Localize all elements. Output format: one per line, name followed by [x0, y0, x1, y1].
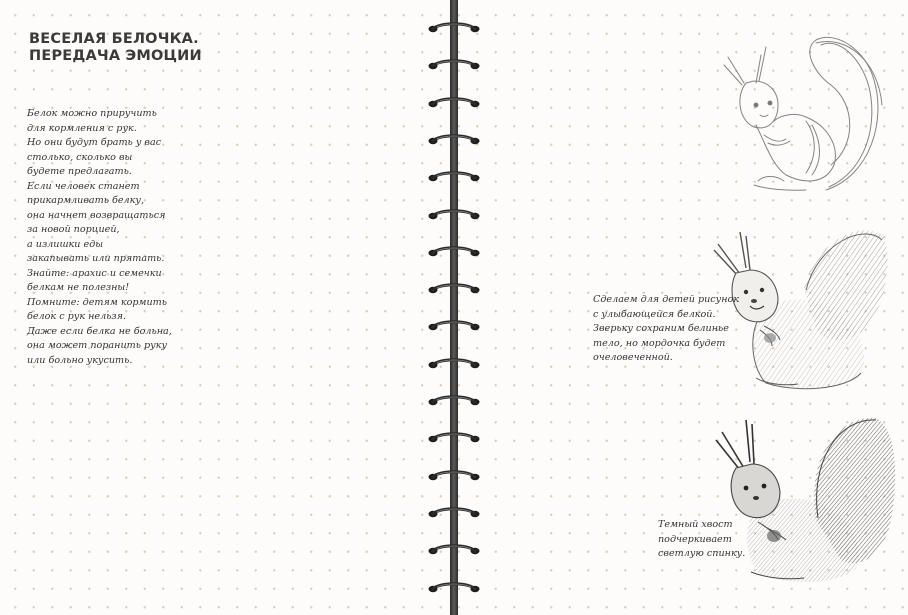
page-title — [29, 31, 202, 65]
body-line: для кормления с рук. — [27, 122, 137, 134]
body-line: белкам не полезны! — [27, 282, 130, 293]
body-line: Если человек станет — [27, 180, 140, 192]
spiral-ring — [427, 209, 481, 221]
caption-line: светлую спинку. — [658, 548, 746, 559]
body-line: она начнет возвращаться — [27, 209, 166, 221]
spiral-ring — [427, 134, 481, 146]
caption-line: с улыбающейся белкой. — [593, 308, 716, 320]
caption-line: тело, но мордочка будет — [593, 337, 726, 349]
spiral-ring — [427, 320, 481, 332]
body-line: или больно укусить. — [27, 354, 133, 366]
spiral-ring — [427, 544, 481, 556]
body-line: Помните: детям кормить — [27, 296, 167, 308]
body-line: Но они будут брать у вас — [27, 137, 162, 148]
spiral-ring — [427, 432, 481, 444]
caption-line: Зверьку сохраним белинье — [593, 323, 729, 334]
spiral-ring — [427, 582, 481, 594]
spiral-ring — [427, 171, 481, 183]
caption-bottom — [658, 518, 745, 562]
body-line: она может поранить руку — [27, 340, 168, 351]
spiral-ring — [427, 246, 481, 258]
body-line: Даже если белка не больна, — [27, 325, 172, 337]
caption-line: подчеркивает — [658, 533, 732, 545]
spiral-ring — [427, 470, 481, 482]
body-line: а излишки еды — [27, 238, 104, 250]
body-line: столько, сколько вы — [27, 151, 133, 163]
title-line-1: ВЕСЕЛАЯ БЕЛОЧКА. — [29, 31, 199, 47]
body-line: закапывать или прятать. — [27, 253, 165, 264]
spiral-ring — [427, 395, 481, 407]
body-line: Знайте: арахис и семечки — [27, 267, 162, 279]
body-line: Белок можно приручить — [27, 108, 157, 119]
spiral-ring — [427, 283, 481, 295]
body-line: за новой порцией, — [27, 224, 120, 235]
squirrel-outline-sketch-icon — [706, 25, 896, 205]
body-line: белок с рук нельзя. — [27, 311, 127, 322]
spiral-ring — [427, 59, 481, 71]
spiral-ring — [427, 22, 481, 34]
caption-line: очеловеченной. — [593, 352, 673, 363]
caption-line: Темный хвост — [658, 519, 733, 530]
body-line: прикармливать белку, — [27, 195, 144, 206]
title-line-2: ПЕРЕДАЧА ЭМОЦИИ — [29, 48, 202, 64]
spiral-ring — [427, 358, 481, 370]
body-text — [27, 107, 172, 368]
body-line: будете предлагать. — [27, 166, 132, 177]
caption-line: Сделаем для детей рисунок — [593, 294, 740, 305]
caption-middle — [593, 293, 739, 366]
spiral-binding — [450, 0, 458, 615]
spiral-ring — [427, 507, 481, 519]
spiral-ring — [427, 97, 481, 109]
